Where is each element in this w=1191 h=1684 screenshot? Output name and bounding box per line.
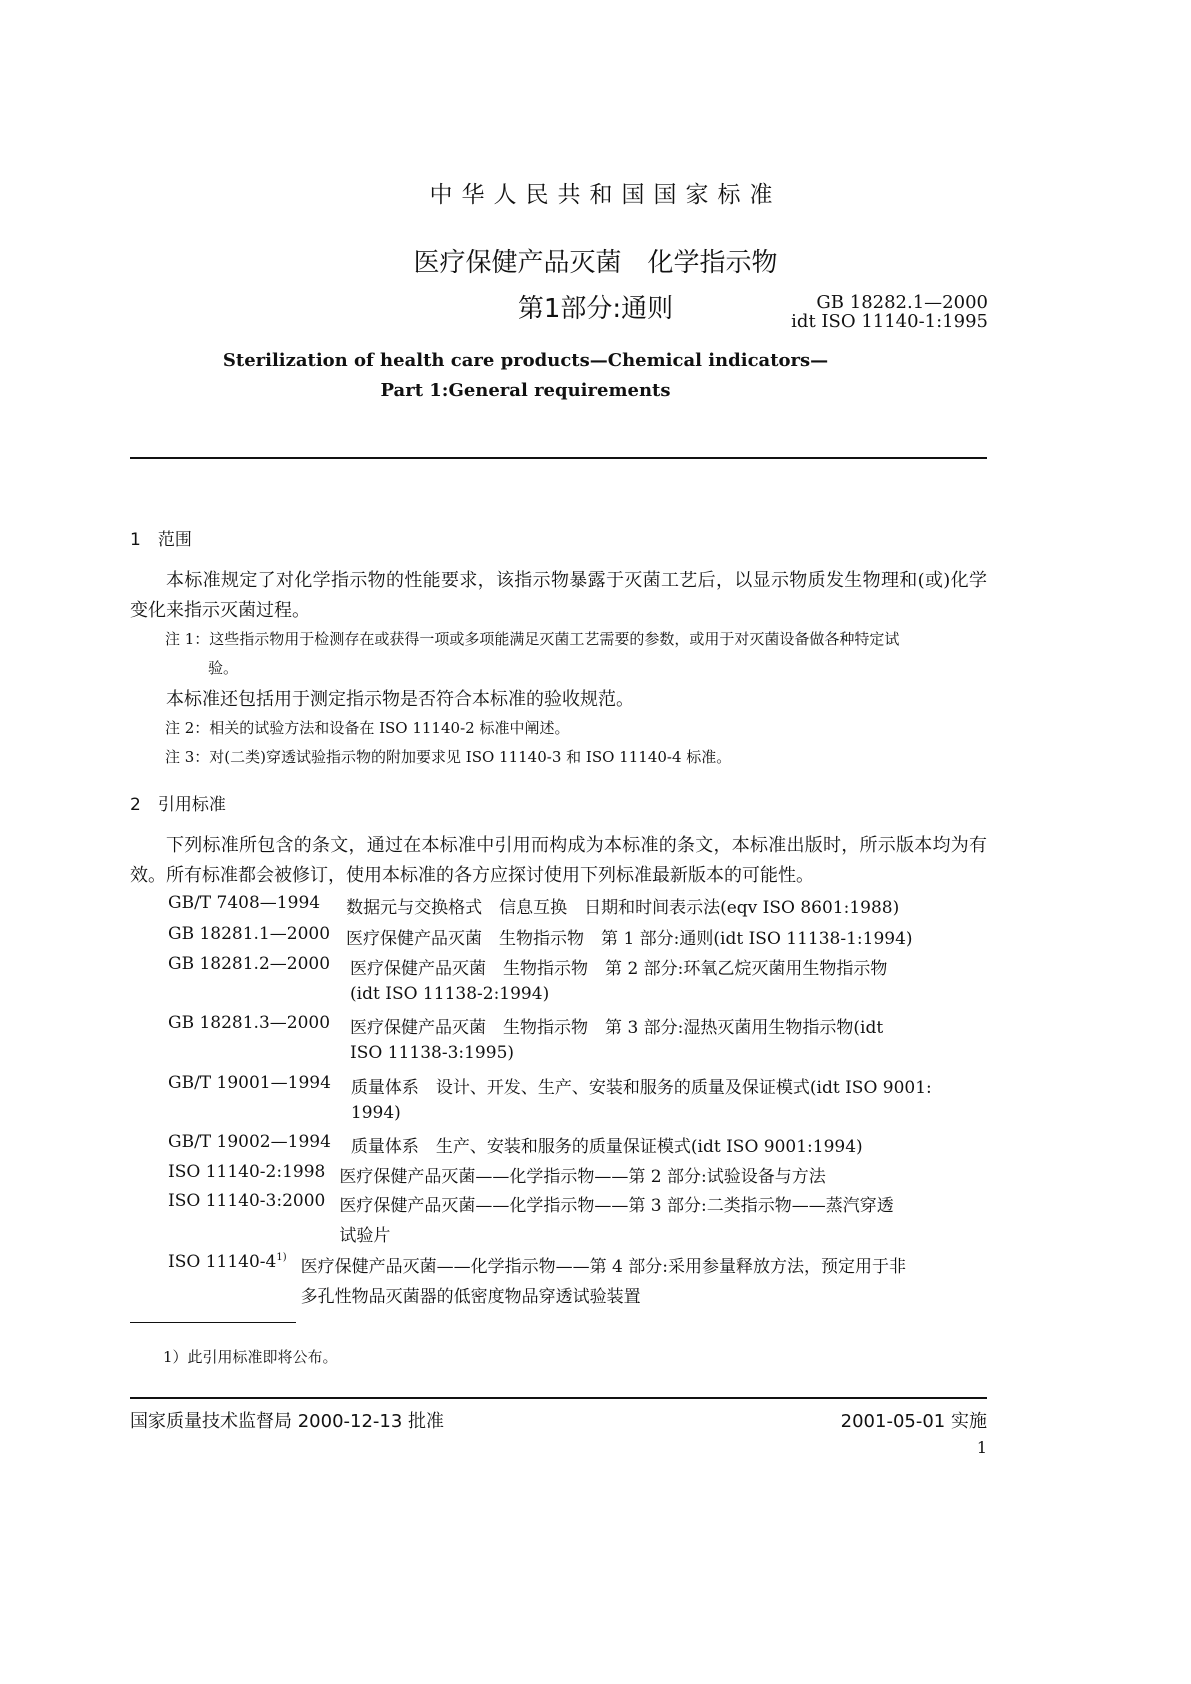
reference-title: 质量体系 设计、开发、生产、安装和服务的质量及保证模式(idt ISO 9001: <box>350 1078 932 1098</box>
reference-title: 医疗保健产品灭菌 生物指示物 第 2 部分:环氧乙烷灭菌用生物指示物 <box>350 959 888 979</box>
effective-date: 2001-05-01 实施 <box>840 1411 987 1432</box>
reference-title-continuation: 试验片 <box>339 1226 391 1246</box>
reference-title-continuation: (idt ISO 11138-2:1994) <box>350 984 550 1004</box>
reference-item <box>168 1013 883 1038</box>
reference-code: ISO 11140-4 <box>168 1252 277 1272</box>
note-2: 注 2：相关的试验方法和设备在 ISO 11140-2 标准中阐述。 <box>165 719 570 737</box>
page-number: 1 <box>976 1438 987 1457</box>
reference-code: ISO 11140-3:2000 <box>168 1191 326 1211</box>
english-title-line-2: Part 1:General requirements <box>380 380 671 401</box>
reference-item <box>168 924 913 949</box>
reference-item <box>168 893 899 918</box>
english-title-line-1: Sterilization of health care products—Chemical indicators— <box>222 350 829 371</box>
approval-date: 国家质量技术监督局 2000-12-13 批准 <box>130 1411 445 1432</box>
footnote-marker: 1) <box>276 1252 287 1263</box>
reference-title: 医疗保健产品灭菌 生物指示物 第 1 部分:通则(idt ISO 11138-1:1994) <box>346 929 913 949</box>
section-1-paragraph: 本标准规定了对化学指示物的性能要求，该指示物暴露于灭菌工艺后，以显示物质发生物理和(或)化学变化来指示灭菌过程。 <box>130 570 987 621</box>
reference-item <box>168 954 887 979</box>
reference-title: 医疗保健产品灭菌——化学指示物——第 4 部分:采用参量释放方法，预定用于非 <box>300 1257 906 1277</box>
section-2-heading: 2 引用标准 <box>130 795 226 815</box>
idt-code: idt ISO 11140-1:1995 <box>791 311 988 332</box>
reference-title: 医疗保健产品灭菌 生物指示物 第 3 部分:湿热灭菌用生物指示物(idt <box>350 1018 884 1038</box>
reference-title-continuation: 1994) <box>350 1103 401 1123</box>
reference-title: 质量体系 生产、安装和服务的质量保证模式(idt ISO 9001:1994) <box>350 1137 863 1157</box>
reference-code: GB/T 19001—1994 <box>168 1073 331 1093</box>
section-1-paragraph-2: 本标准还包括用于测定指示物是否符合本标准的验收规范。 <box>166 689 634 710</box>
note-1: 注 1：这些指示物用于检测存在或获得一项或多项能满足灭菌工艺需要的参数，或用于对灭菌设备做各种特定试 <box>165 630 900 648</box>
title-line-1: 医疗保健产品灭菌 化学指示物 <box>413 248 778 278</box>
reference-code: GB/T 19002—1994 <box>168 1132 331 1152</box>
reference-code: GB 18281.3—2000 <box>168 1013 331 1033</box>
reference-title-continuation: ISO 11138-3:1995) <box>350 1043 515 1063</box>
reference-title: 医疗保健产品灭菌——化学指示物——第 3 部分:二类指示物——蒸汽穿透 <box>339 1196 894 1216</box>
reference-item <box>168 1132 863 1157</box>
reference-item <box>168 1073 932 1098</box>
reference-code: ISO 11140-2:1998 <box>168 1162 326 1182</box>
reference-title: 数据元与交换格式 信息互换 日期和时间表示法(eqv ISO 8601:1988) <box>346 898 900 918</box>
reference-item <box>168 1252 906 1277</box>
reference-code: GB 18281.1—2000 <box>168 924 331 944</box>
header-divider <box>130 457 987 459</box>
note-1-continuation: 验。 <box>208 659 239 677</box>
country-standard-heading: 中华人民共和国国家标准 <box>429 182 782 208</box>
footnote-divider <box>130 1322 296 1323</box>
reference-code: GB 18281.2—2000 <box>168 954 331 974</box>
section-2-paragraph: 下列标准所包含的条文，通过在本标准中引用而构成为本标准的条文，本标准出版时，所示版本均为有效。所有标准都会被修订，使用本标准的各方应探讨使用下列标准最新版本的可能性。 <box>130 835 987 886</box>
footer-divider <box>130 1397 987 1399</box>
reference-item <box>168 1162 826 1187</box>
footnote: 1）此引用标准即将公布。 <box>163 1348 338 1366</box>
reference-title: 医疗保健产品灭菌——化学指示物——第 2 部分:试验设备与方法 <box>339 1167 826 1187</box>
title-line-2: 第1部分:通则 <box>517 294 674 324</box>
reference-item <box>168 1191 894 1216</box>
note-3: 注 3：对(二类)穿透试验指示物的附加要求见 ISO 11140-3 和 ISO 11140-4 标准。 <box>165 748 732 766</box>
section-1-heading: 1 范围 <box>130 530 192 550</box>
reference-code: GB/T 7408—1994 <box>168 893 321 913</box>
standard-code: GB 18282.1—2000 <box>816 292 988 313</box>
reference-title-continuation: 多孔性物品灭菌器的低密度物品穿透试验装置 <box>300 1287 641 1307</box>
